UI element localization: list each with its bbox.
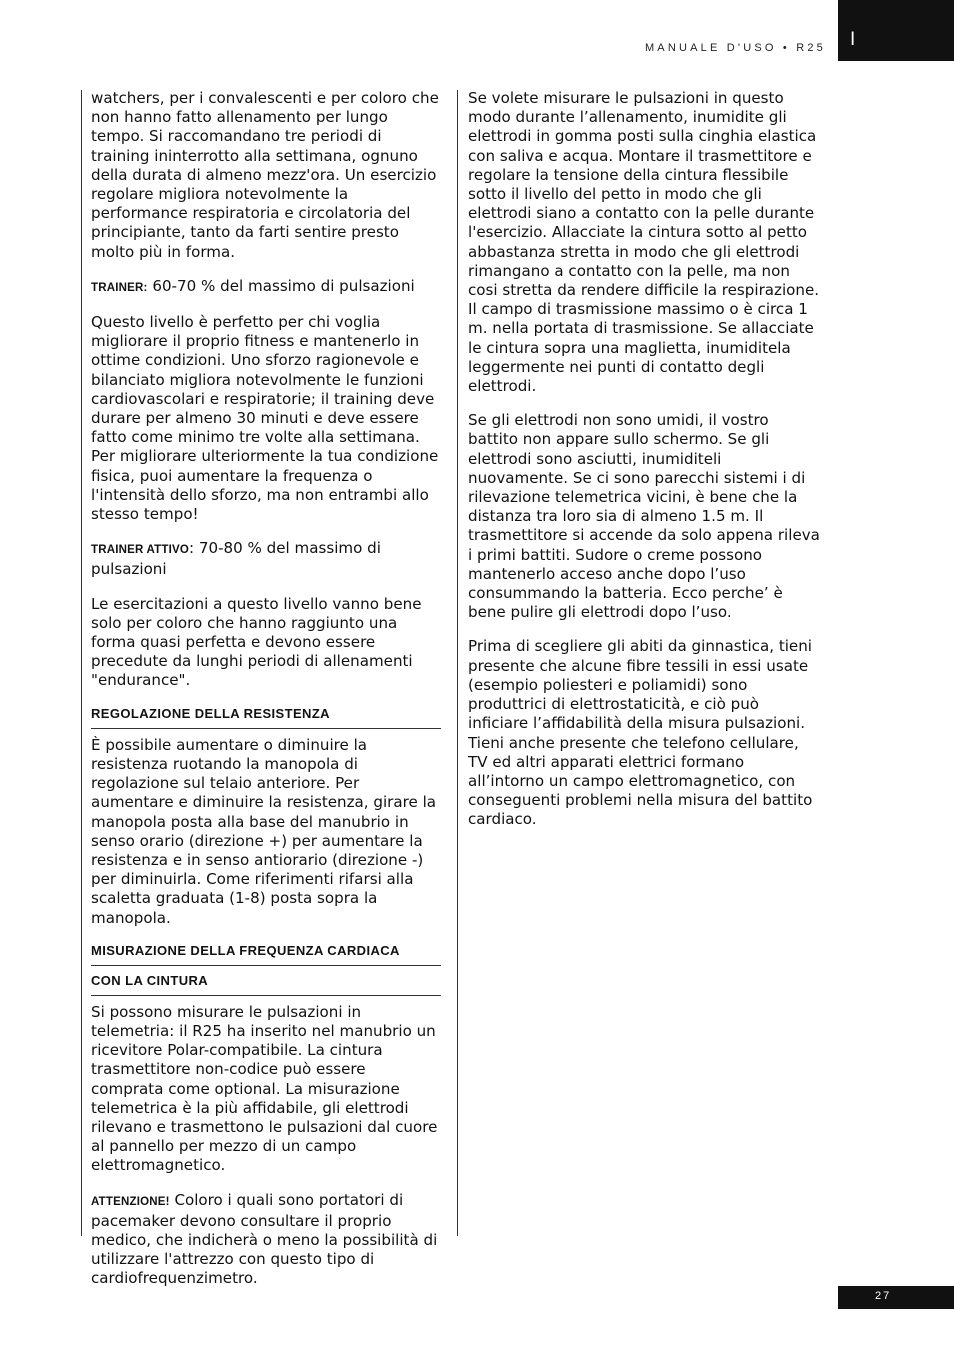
trainer-text: 60-70 % del massimo di pulsazioni xyxy=(147,276,415,295)
page-number: 27 xyxy=(875,1290,892,1302)
trainer-paragraph: Questo livello è perfetto per chi voglia migliorare il proprio fitness e mantenerlo in ottime condizioni. Uno sforzo ragionevole e bilanciato migliora notevolmente le funzioni cardiovascolari e respiratorie; il training deve durare per almeno 30 minuti e deve essere fatto come minimo tre volte alla settimana. Per migliorare ulteriormente la tua condizione fisica, puoi aumentare la frequenza o l'intensità dello sforzo, ma non entrambi allo stesso tempo! xyxy=(91,313,439,524)
trainer-line xyxy=(91,277,441,298)
heading-cintura: CON LA CINTURA xyxy=(91,973,441,996)
attenzione-text: Coloro i quali sono portatori di pacemaker devono consultare il proprio medico, che indicherà o meno la possibilità di utilizzare l'attrezzo con questo tipo di cardiofrequenzimetro. xyxy=(91,1190,438,1288)
chapter-tab xyxy=(838,0,954,61)
trainer-attivo-text: : 70-80 % del massimo di pulsazioni xyxy=(91,539,381,579)
heading-frequenza: MISURAZIONE DELLA FREQUENZA CARDIACA xyxy=(91,943,441,966)
attenzione-label: ATTENZIONE! xyxy=(91,1195,170,1208)
right-column xyxy=(468,89,820,845)
resistenza-paragraph: È possibile aumentare o diminuire la resistenza ruotando la manopola di regolazione sul telaio anteriore. Per aumentare e diminuire la resistenza, girare la manopola posta alla base del manubrio in senso orario (direzione +) per aumentare la resistenza e in senso antiorario (direzione -) per diminuirla. Come riferimenti rifarsi alla scaletta graduata (1-8) posta sopra la manopola. xyxy=(91,735,437,927)
left-column-rule xyxy=(81,90,82,1236)
elettrodi-paragraph: Se volete misurare le pulsazioni in questo modo durante l’allenamento, inumidite gli elettrodi in gomma posti sulla cinghia elastica con saliva e acqua. Montare il trasmettitore e regolare la tensione della cintura flessibile sotto il livello del petto in modo che gli elettrodi siano a contatto con la pelle durante l'esercizio. Allacciate la cintura sotto al petto abbastanza stretta in modo che gli elettrodi rimangano a contatto con la pelle, ma non cosi stretta da rendere difficile la respirazione. Il campo di trasmissione massimo o è circa 1 m. nella portata di trasmissione. Se allacciate le cintura sopra una maglietta, inumiditela leggermente nei punti di contatto degli elettrodi. xyxy=(468,89,820,396)
trainer-attivo-line xyxy=(91,539,441,579)
chapter-marker: I xyxy=(850,29,856,50)
trainer-attivo-label: TRAINER ATTIVO xyxy=(91,544,189,557)
telemetria-paragraph: Si possono misurare le pulsazioni in telemetria: il R25 ha inserito nel manubrio un ricevitore Polar-compatibile. La cintura trasmettitore non-codice può essere comprata come optional. La misurazione telemetrica è la più affidabile, gli elettrodi rilevano e trasmettono le pulsazioni dal cuore al pannello per mezzo di un campo elettromagnetico. xyxy=(91,1002,438,1175)
page-number-tab xyxy=(838,1286,954,1309)
battito-paragraph: Se gli elettrodi non sono umidi, il vostro battito non appare sullo schermo. Se gli elettrodi sono asciutti, inumiditeli nuovamente. Se ci sono parecchi sistemi i di rilevazione telemetrica vicini, è bene che la distanza tra loro sia di almeno 1.5 m. Il trasmettitore si accende da solo appena rileva i primi battiti. Sudore o creme possono mantenerlo acceso anche dopo l’uso consummando la batteria. Ecco perche’ è bene pulire gli elettrodi dopo l’uso. xyxy=(468,411,820,622)
left-column xyxy=(91,89,441,1304)
intro-paragraph: watchers, per i convalescenti e per coloro che non hanno fatto allenamento per lungo tempo. Si raccomandano tre periodi di training ininterrotto alla settimana, ognuno della durata di almeno mezz'ora. Un esercizio regolare migliora notevolmente la performance respiratoria e circolatoria del principiante, tanto da farti sentire presto molto più in forma. xyxy=(91,89,439,261)
attenzione-paragraph xyxy=(91,1191,441,1289)
trainer-attivo-paragraph: Le esercitazioni a questo livello vanno bene solo per coloro che hanno raggiunto una forma quasi perfetta e devono essere precedute da lunghi periodi di allenamenti "endurance". xyxy=(91,594,422,690)
center-column-rule xyxy=(457,90,458,1236)
trainer-label: TRAINER: xyxy=(91,281,148,294)
abiti-paragraph: Prima di scegliere gli abiti da ginnastica, tieni presente che alcune fibre tessili in essi usate (esempio poliesteri e poliamidi) sono produttrici di elettrostaticità, e ciò può inficiare l’affidabilità della misura pulsazioni. Tieni anche presente che telefono cellulare, TV ed altri apparati elettrici formano all’intorno un campo elettromagnetico, con conseguenti problemi nella misura del battito cardiaco. xyxy=(468,637,813,829)
heading-resistenza: REGOLAZIONE DELLA RESISTENZA xyxy=(91,706,441,729)
header-title: MANUALE D'USO • R25 xyxy=(644,42,826,54)
